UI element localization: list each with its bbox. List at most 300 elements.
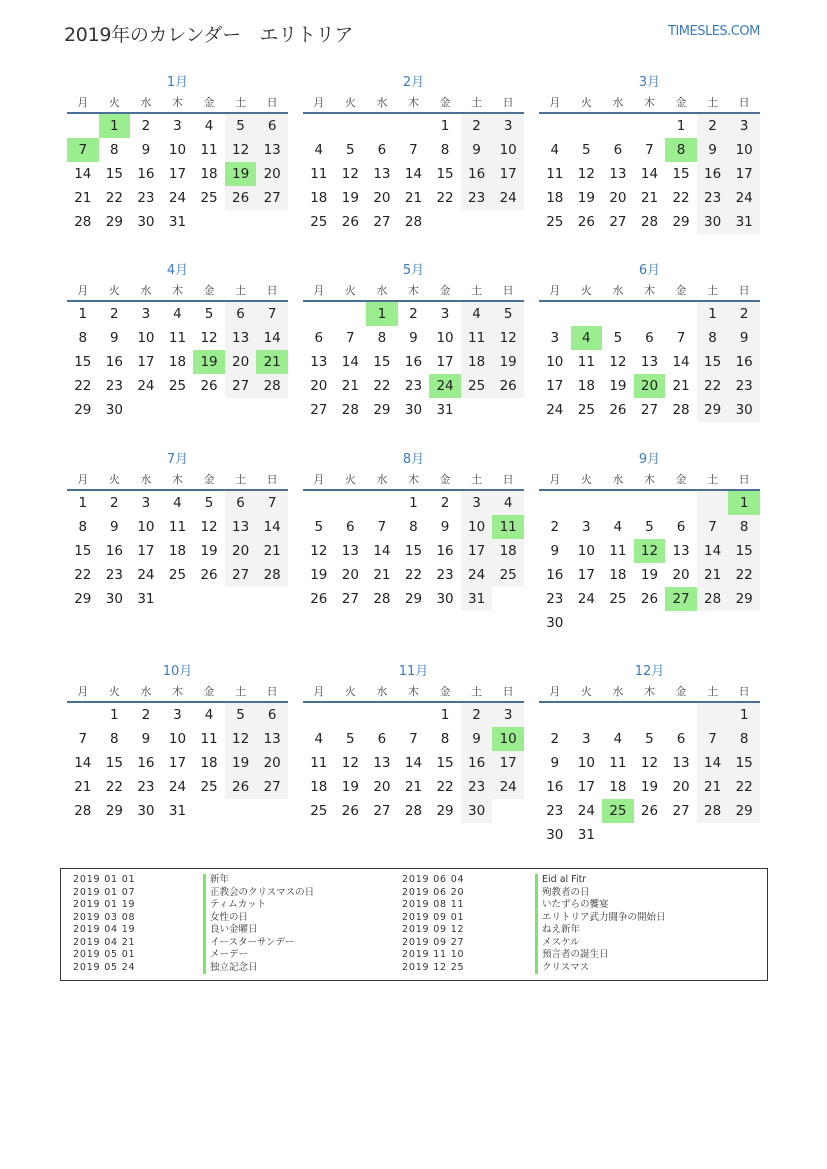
holiday-name: メスケル <box>535 937 580 950</box>
weekday-label: 水 <box>140 96 152 109</box>
day-cell: 14 <box>404 755 423 771</box>
day-cell: 23 <box>137 779 155 795</box>
day-cell: 3 <box>141 495 151 511</box>
weekday-label: 土 <box>707 473 719 486</box>
day-cell: 21 <box>404 779 423 795</box>
day-cell: 29 <box>105 214 123 230</box>
day-cell: 19 <box>341 190 359 206</box>
day-cell: 29 <box>728 799 760 823</box>
day-cell: 15 <box>672 166 690 182</box>
day-cell: 2 <box>728 302 760 326</box>
empty-day-cell <box>571 703 603 727</box>
day-cell: 23 <box>137 190 155 206</box>
day-cell: 2 <box>141 118 151 134</box>
day-cell: 29 <box>697 398 729 422</box>
weekday-label: 金 <box>439 284 451 297</box>
day-cell: 5 <box>204 306 214 322</box>
month-4 <box>67 260 288 422</box>
day-cell: 11 <box>609 543 627 559</box>
day-cell: 18 <box>168 354 187 370</box>
holiday-date: 2019 09 12 <box>402 924 465 935</box>
empty-day-cell <box>366 114 398 138</box>
day-cell: 7 <box>645 142 654 158</box>
day-cell: 24 <box>137 378 155 394</box>
day-cell: 26 <box>577 214 595 230</box>
day-cell: 16 <box>137 755 155 771</box>
day-cell: 2 <box>440 495 450 511</box>
month-10 <box>67 661 288 823</box>
weekday-label: 月 <box>77 685 89 698</box>
day-cell: 5 <box>582 142 591 158</box>
day-cell: 12 <box>609 354 627 370</box>
day-cell: 19 <box>225 751 257 775</box>
legend-row <box>402 949 762 962</box>
day-cell: 19 <box>609 378 627 394</box>
day-cell: 22 <box>74 567 92 583</box>
day-cell: 17 <box>492 751 524 775</box>
day-cell: 16 <box>546 567 564 583</box>
holiday-date: 2019 01 19 <box>73 899 136 910</box>
day-cell: 22 <box>728 563 760 587</box>
weekday-label: 木 <box>171 473 183 486</box>
day-cell: 22 <box>373 378 391 394</box>
day-cell: 13 <box>373 755 391 771</box>
weekday-label: 火 <box>580 96 592 109</box>
day-cell: 11 <box>168 330 187 346</box>
day-cell: 15 <box>74 354 92 370</box>
weekday-label: 月 <box>77 473 89 486</box>
holiday-date: 2019 06 04 <box>402 874 465 885</box>
day-grid <box>67 114 288 234</box>
holiday-name: 預言者の誕生日 <box>535 949 609 962</box>
weekday-label: 金 <box>203 685 215 698</box>
day-cell: 9 <box>550 543 560 559</box>
day-cell: 15 <box>436 166 454 182</box>
month-name: 10月 <box>162 664 193 679</box>
empty-day-cell <box>634 491 666 515</box>
day-cell: 1 <box>440 707 450 723</box>
day-cell: 24 <box>577 591 595 607</box>
day-cell: 15 <box>728 539 760 563</box>
day-cell: 19 <box>492 350 524 374</box>
day-cell: 3 <box>173 707 182 723</box>
day-cell: 8 <box>377 330 387 346</box>
day-cell: 28 <box>404 214 423 230</box>
day-grid <box>303 114 524 234</box>
day-cell: 4 <box>204 707 214 723</box>
holiday-day-cell: 25 <box>602 799 634 823</box>
legend-row <box>402 924 762 937</box>
weekday-label: 月 <box>313 685 325 698</box>
day-cell: 31 <box>436 402 454 418</box>
day-cell: 5 <box>492 302 524 326</box>
day-cell: 26 <box>225 186 257 210</box>
day-cell: 20 <box>341 567 359 583</box>
empty-day-cell <box>602 491 634 515</box>
empty-day-cell <box>634 302 666 326</box>
weekday-header <box>303 471 524 491</box>
day-cell: 16 <box>461 162 493 186</box>
day-cell: 12 <box>200 330 218 346</box>
day-cell: 14 <box>373 543 391 559</box>
day-cell: 20 <box>225 350 257 374</box>
weekday-label: 火 <box>580 473 592 486</box>
day-cell: 25 <box>200 779 218 795</box>
day-cell: 11 <box>310 166 328 182</box>
empty-day-cell <box>398 703 430 727</box>
day-cell: 1 <box>78 495 88 511</box>
day-cell: 22 <box>74 378 92 394</box>
month-12 <box>539 661 760 847</box>
day-cell: 5 <box>645 731 654 747</box>
day-cell: 5 <box>225 114 257 138</box>
day-cell: 21 <box>74 779 92 795</box>
day-cell: 21 <box>697 775 729 799</box>
weekday-label: 日 <box>738 284 750 297</box>
empty-day-cell <box>634 114 666 138</box>
weekday-label: 日 <box>266 96 278 109</box>
day-cell: 9 <box>440 519 450 535</box>
day-cell: 8 <box>440 142 450 158</box>
day-cell: 9 <box>461 727 493 751</box>
day-cell: 19 <box>640 779 659 795</box>
day-cell: 12 <box>225 138 257 162</box>
day-cell: 6 <box>256 114 288 138</box>
day-cell: 21 <box>341 378 359 394</box>
weekday-label: 土 <box>471 96 483 109</box>
page-title: 2019年のカレンダー エリトリア <box>64 24 354 46</box>
day-cell: 7 <box>78 731 88 747</box>
day-cell: 17 <box>461 539 493 563</box>
weekday-label: 日 <box>266 685 278 698</box>
weekday-header <box>303 282 524 302</box>
day-cell: 29 <box>404 591 423 607</box>
weekday-label: 水 <box>612 284 624 297</box>
day-cell: 13 <box>341 543 359 559</box>
day-cell: 7 <box>697 515 729 539</box>
day-cell: 25 <box>609 591 627 607</box>
weekday-header <box>303 94 524 114</box>
day-cell: 11 <box>200 731 218 747</box>
day-cell: 10 <box>728 138 760 162</box>
holiday-name: 正教会のクリスマスの日 <box>203 887 314 900</box>
legend-row <box>402 874 762 887</box>
month-name: 11月 <box>398 664 429 679</box>
day-cell: 8 <box>728 727 760 751</box>
day-cell: 22 <box>105 779 123 795</box>
empty-day-cell <box>335 491 367 515</box>
legend-row <box>73 949 393 962</box>
day-cell: 12 <box>200 519 218 535</box>
weekday-label: 木 <box>407 473 419 486</box>
holiday-date: 2019 01 07 <box>73 886 136 898</box>
day-cell: 18 <box>168 543 187 559</box>
holiday-day-cell: 27 <box>665 587 697 611</box>
day-cell: 6 <box>676 731 686 747</box>
day-cell: 7 <box>676 330 686 346</box>
month-8 <box>303 449 524 611</box>
weekday-label: 金 <box>203 284 215 297</box>
day-cell: 23 <box>461 775 493 799</box>
day-cell: 2 <box>110 495 119 511</box>
weekday-label: 土 <box>235 96 247 109</box>
day-cell: 26 <box>310 591 328 607</box>
day-cell: 31 <box>137 591 155 607</box>
empty-day-cell <box>335 703 367 727</box>
weekday-label: 月 <box>77 284 89 297</box>
empty-day-cell <box>335 302 367 326</box>
weekday-label: 土 <box>707 685 719 698</box>
weekday-label: 日 <box>502 685 514 698</box>
day-cell: 9 <box>110 330 119 346</box>
day-cell: 11 <box>577 354 595 370</box>
day-cell: 20 <box>609 190 627 206</box>
holiday-name: 新年 <box>203 874 229 887</box>
weekday-label: 水 <box>376 473 388 486</box>
day-cell: 19 <box>640 567 659 583</box>
month-name: 2月 <box>402 75 425 90</box>
day-cell: 28 <box>341 402 359 418</box>
holiday-date: 2019 03 08 <box>73 911 136 923</box>
weekday-header <box>67 94 288 114</box>
day-cell: 17 <box>577 567 595 583</box>
weekday-label: 月 <box>313 96 325 109</box>
weekday-label: 土 <box>471 284 483 297</box>
weekday-label: 水 <box>376 685 388 698</box>
day-cell: 4 <box>613 731 623 747</box>
day-cell: 7 <box>697 727 729 751</box>
day-cell: 26 <box>609 402 627 418</box>
holiday-name: エリトリア武力闘争の開始日 <box>535 912 666 925</box>
month-11 <box>303 661 524 823</box>
day-cell: 20 <box>256 751 288 775</box>
day-cell: 24 <box>492 186 524 210</box>
day-cell: 15 <box>373 354 391 370</box>
day-cell: 2 <box>110 306 119 322</box>
holiday-date: 2019 04 21 <box>73 936 136 948</box>
day-cell: 29 <box>728 587 760 611</box>
holiday-date: 2019 09 01 <box>402 911 465 923</box>
weekday-label: 水 <box>612 473 624 486</box>
weekday-label: 土 <box>235 284 247 297</box>
weekday-label: 火 <box>344 685 356 698</box>
day-cell: 23 <box>461 186 493 210</box>
day-cell: 30 <box>137 214 155 230</box>
weekday-label: 月 <box>549 284 561 297</box>
month-name: 8月 <box>402 452 425 467</box>
legend-row <box>402 937 762 950</box>
weekday-label: 土 <box>707 96 719 109</box>
day-cell: 26 <box>492 374 524 398</box>
day-cell: 13 <box>609 166 627 182</box>
day-cell: 10 <box>492 138 524 162</box>
day-cell: 7 <box>377 519 387 535</box>
day-cell: 26 <box>200 567 218 583</box>
day-cell: 31 <box>577 827 595 843</box>
holiday-date: 2019 06 20 <box>402 886 465 898</box>
weekday-header <box>67 471 288 491</box>
day-cell: 15 <box>105 755 123 771</box>
day-cell: 18 <box>609 567 627 583</box>
holiday-legend <box>60 868 768 981</box>
day-cell: 6 <box>225 491 257 515</box>
weekday-label: 水 <box>376 96 388 109</box>
month-name: 3月 <box>638 75 661 90</box>
day-cell: 2 <box>697 114 729 138</box>
day-cell: 15 <box>74 543 92 559</box>
legend-row <box>402 912 762 925</box>
day-cell: 17 <box>546 378 564 394</box>
day-cell: 15 <box>404 543 423 559</box>
day-cell: 4 <box>314 731 324 747</box>
day-cell: 24 <box>168 190 187 206</box>
day-cell: 20 <box>225 539 257 563</box>
day-cell: 30 <box>546 827 564 843</box>
weekday-label: 土 <box>471 473 483 486</box>
day-cell: 21 <box>672 378 690 394</box>
day-cell: 16 <box>546 779 564 795</box>
day-cell: 8 <box>440 731 450 747</box>
day-cell: 23 <box>105 378 123 394</box>
day-cell: 13 <box>672 755 690 771</box>
empty-day-cell <box>67 114 99 138</box>
holiday-day-cell: 21 <box>256 350 288 374</box>
weekday-header <box>303 683 524 703</box>
weekday-label: 日 <box>266 284 278 297</box>
weekday-label: 土 <box>235 685 247 698</box>
day-cell: 21 <box>697 563 729 587</box>
legend-row <box>402 962 762 975</box>
day-cell: 14 <box>341 354 359 370</box>
weekday-label: 月 <box>313 284 325 297</box>
day-cell: 28 <box>74 214 92 230</box>
month-name: 6月 <box>638 263 661 278</box>
day-cell: 28 <box>697 587 729 611</box>
day-cell: 18 <box>492 539 524 563</box>
day-cell: 25 <box>310 803 328 819</box>
empty-day-cell <box>665 302 697 326</box>
day-cell: 14 <box>256 326 288 350</box>
month-7 <box>67 449 288 611</box>
day-cell: 22 <box>672 190 690 206</box>
day-cell: 4 <box>204 118 214 134</box>
day-cell: 3 <box>582 731 591 747</box>
day-cell: 23 <box>546 803 564 819</box>
day-cell: 21 <box>256 539 288 563</box>
day-cell: 27 <box>341 591 359 607</box>
day-cell: 4 <box>173 495 182 511</box>
weekday-label: 火 <box>580 685 592 698</box>
day-cell: 12 <box>225 727 257 751</box>
day-cell: 2 <box>461 703 493 727</box>
weekday-label: 火 <box>108 284 120 297</box>
weekday-label: 木 <box>171 685 183 698</box>
month-name: 7月 <box>166 452 189 467</box>
day-cell: 4 <box>550 142 560 158</box>
day-cell: 27 <box>256 186 288 210</box>
day-cell: 28 <box>373 591 391 607</box>
day-cell: 30 <box>404 402 423 418</box>
brand-logo-text[interactable]: TIMESLES.COM <box>668 24 760 39</box>
legend-row <box>73 899 393 912</box>
day-cell: 20 <box>373 779 391 795</box>
weekday-label: 日 <box>502 473 514 486</box>
day-cell: 16 <box>105 543 123 559</box>
holiday-day-cell: 24 <box>429 374 461 398</box>
day-cell: 16 <box>697 162 729 186</box>
day-cell: 20 <box>310 378 328 394</box>
day-cell: 16 <box>105 354 123 370</box>
day-cell: 2 <box>550 731 560 747</box>
weekday-label: 土 <box>707 284 719 297</box>
day-cell: 25 <box>577 402 595 418</box>
weekday-label: 日 <box>738 685 750 698</box>
day-cell: 18 <box>310 779 328 795</box>
day-cell: 18 <box>310 190 328 206</box>
day-cell: 19 <box>577 190 595 206</box>
day-cell: 4 <box>173 306 182 322</box>
day-cell: 25 <box>546 214 564 230</box>
day-cell: 6 <box>346 519 355 535</box>
day-cell: 15 <box>697 350 729 374</box>
day-cell: 8 <box>78 330 88 346</box>
weekday-label: 日 <box>502 96 514 109</box>
day-cell: 5 <box>645 519 654 535</box>
day-cell: 3 <box>141 306 151 322</box>
empty-day-cell <box>539 491 571 515</box>
day-cell: 18 <box>461 350 493 374</box>
day-grid <box>539 302 760 422</box>
day-cell: 28 <box>256 563 288 587</box>
day-cell: 29 <box>105 803 123 819</box>
day-cell: 6 <box>676 519 686 535</box>
month-2 <box>303 72 524 234</box>
day-cell: 25 <box>310 214 328 230</box>
empty-day-cell <box>602 114 634 138</box>
day-cell: 17 <box>577 779 595 795</box>
holiday-day-cell: 19 <box>193 350 225 374</box>
weekday-label: 月 <box>549 685 561 698</box>
day-cell: 3 <box>550 330 560 346</box>
day-cell: 26 <box>225 775 257 799</box>
day-cell: 6 <box>314 330 324 346</box>
day-cell: 27 <box>256 775 288 799</box>
day-cell: 1 <box>440 118 450 134</box>
day-cell: 8 <box>728 515 760 539</box>
day-cell: 11 <box>200 142 218 158</box>
day-cell: 10 <box>168 731 187 747</box>
weekday-label: 木 <box>643 473 655 486</box>
weekday-label: 月 <box>549 473 561 486</box>
day-cell: 18 <box>546 190 564 206</box>
day-grid <box>303 703 524 823</box>
holiday-day-cell: 19 <box>225 162 257 186</box>
month-6 <box>539 260 760 422</box>
weekday-label: 火 <box>344 96 356 109</box>
day-cell: 24 <box>492 775 524 799</box>
empty-day-cell <box>571 302 603 326</box>
day-cell: 22 <box>436 190 454 206</box>
day-cell: 13 <box>672 543 690 559</box>
day-cell: 22 <box>728 775 760 799</box>
day-cell: 6 <box>613 142 623 158</box>
day-cell: 4 <box>492 491 524 515</box>
day-cell: 11 <box>609 755 627 771</box>
legend-row <box>73 937 393 950</box>
day-grid <box>539 703 760 847</box>
holiday-name: 独立記念日 <box>203 962 258 975</box>
day-cell: 26 <box>640 803 659 819</box>
